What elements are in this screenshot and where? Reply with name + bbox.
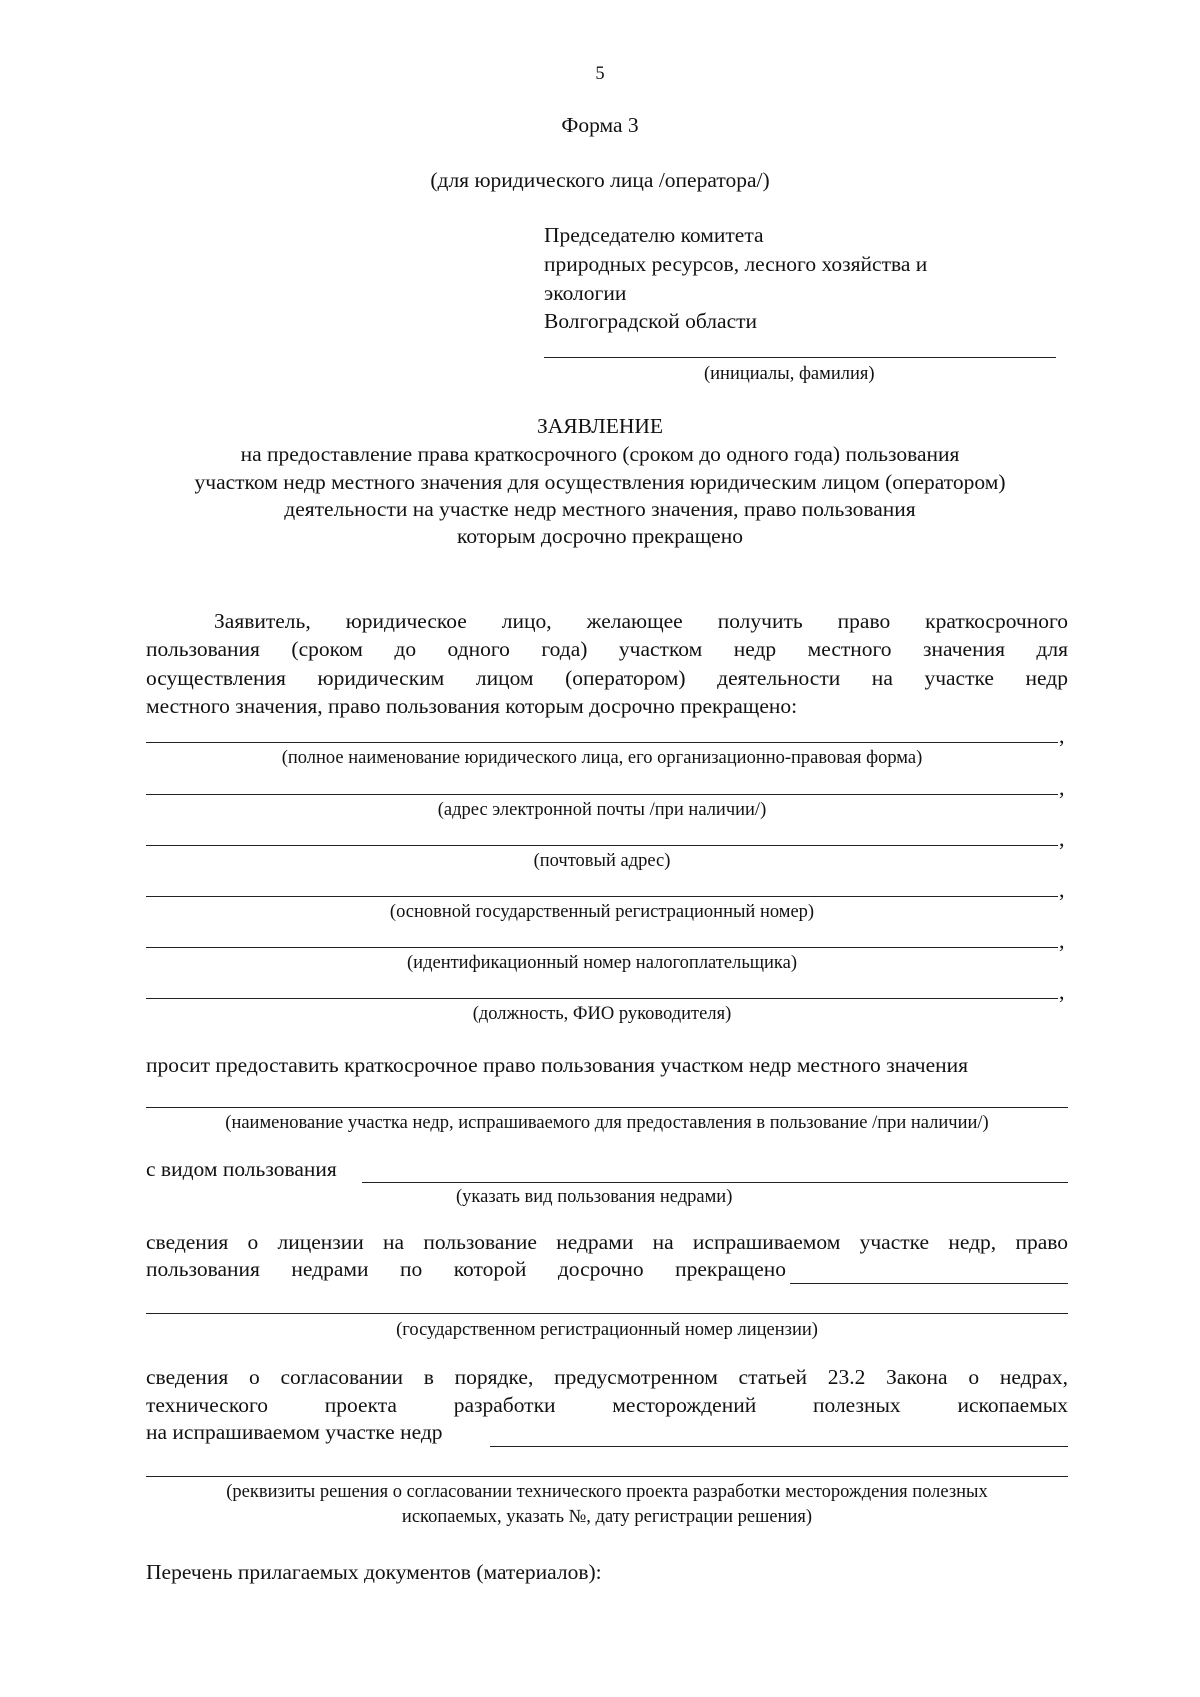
attachments-label: Перечень прилагаемых документов (материалов): [146, 1560, 602, 1584]
statement-title: ЗАЯВЛЕНИЕ [536, 414, 664, 438]
ogrn-field[interactable] [146, 896, 1058, 897]
statement-subtitle-line: на предоставление права краткосрочного (сроком до одного года) пользования [240, 442, 960, 466]
field-comma: , [1059, 928, 1065, 953]
approval-line: технического проекта разработки месторождений полезных ископаемых [146, 1393, 1068, 1417]
addressee-line: Волгоградской области [544, 309, 758, 333]
applicant-intro-line: осуществления юридическим лицом (оператором) деятельности на участке недр [146, 666, 1068, 690]
legal-name-field[interactable] [146, 742, 1058, 743]
site-name-caption: (наименование участка недр, испрашиваемого для предоставления в пользование /при наличии/) [225, 1113, 989, 1133]
email-caption: (адрес электронной почты /при наличии/) [437, 800, 767, 820]
addressee-line: экологии [544, 281, 627, 305]
applicant-intro-line: Заявитель, юридическое лицо, желающее получить право краткосрочного [214, 609, 1068, 633]
usage-type-caption: (указать вид пользования недрами) [456, 1187, 733, 1207]
site-name-field[interactable] [146, 1107, 1068, 1108]
usage-type-field[interactable] [362, 1182, 1068, 1183]
license-line: пользования недрами по которой досрочно прекращено [146, 1257, 786, 1281]
director-field[interactable] [146, 998, 1058, 999]
field-comma: , [1059, 979, 1065, 1004]
addressee-name-line[interactable] [544, 357, 1056, 358]
statement-subtitle-line: участком недр местного значения для осуществления юридическим лицом (оператором) [194, 470, 1006, 494]
legal-name-caption: (полное наименование юридического лица, его организационно-правовая форма) [281, 748, 923, 768]
license-field-inline[interactable] [790, 1283, 1068, 1284]
usage-label: с видом пользования [146, 1157, 337, 1181]
field-comma: , [1059, 877, 1065, 902]
form-title: Форма 3 [561, 113, 639, 137]
approval-field-inline[interactable] [490, 1446, 1068, 1447]
statement-subtitle-line: деятельности на участке недр местного значения, право пользования [284, 497, 916, 521]
approval-caption-line: ископаемых, указать №, дату регистрации решения) [401, 1507, 813, 1527]
applicant-intro-line: пользования (сроком до одного года) участком недр местного значения для [146, 637, 1068, 661]
approval-details-field[interactable] [146, 1476, 1068, 1477]
page-number: 5 [595, 64, 605, 84]
addressee-line: Председателю комитета [544, 223, 764, 247]
ogrn-caption: (основной государственный регистрационный номер) [389, 902, 815, 922]
form-subtitle: (для юридического лица /оператора/) [430, 168, 770, 192]
field-comma: , [1059, 775, 1065, 800]
addressee-name-caption: (инициалы, фамилия) [704, 364, 875, 384]
request-text: просит предоставить краткосрочное право пользования участком недр местного значения [146, 1053, 969, 1077]
addressee-line: природных ресурсов, лесного хозяйства и [544, 252, 928, 276]
license-number-field[interactable] [146, 1313, 1068, 1314]
approval-line: на испрашиваемом участке недр [146, 1420, 443, 1444]
approval-line: сведения о согласовании в порядке, предусмотренном статьей 23.2 Закона о недрах, [146, 1365, 1068, 1389]
approval-caption-line: (реквизиты решения о согласовании технического проекта разработки месторождения полезных [226, 1482, 988, 1502]
field-comma: , [1059, 723, 1065, 748]
inn-field[interactable] [146, 947, 1058, 948]
license-line: сведения о лицензии на пользование недрами на испрашиваемом участке недр, право [146, 1230, 1068, 1254]
postal-address-caption: (почтовый адрес) [533, 851, 671, 871]
statement-subtitle-line: которым досрочно прекращено [457, 524, 743, 548]
postal-address-field[interactable] [146, 845, 1058, 846]
applicant-intro-line: местного значения, право пользования которым досрочно прекращено: [146, 694, 798, 718]
field-comma: , [1059, 826, 1065, 851]
director-caption: (должность, ФИО руководителя) [472, 1004, 732, 1024]
license-caption: (государственном регистрационный номер лицензии) [396, 1320, 818, 1340]
inn-caption: (идентификационный номер налогоплательщика) [407, 953, 797, 973]
email-field[interactable] [146, 794, 1058, 795]
